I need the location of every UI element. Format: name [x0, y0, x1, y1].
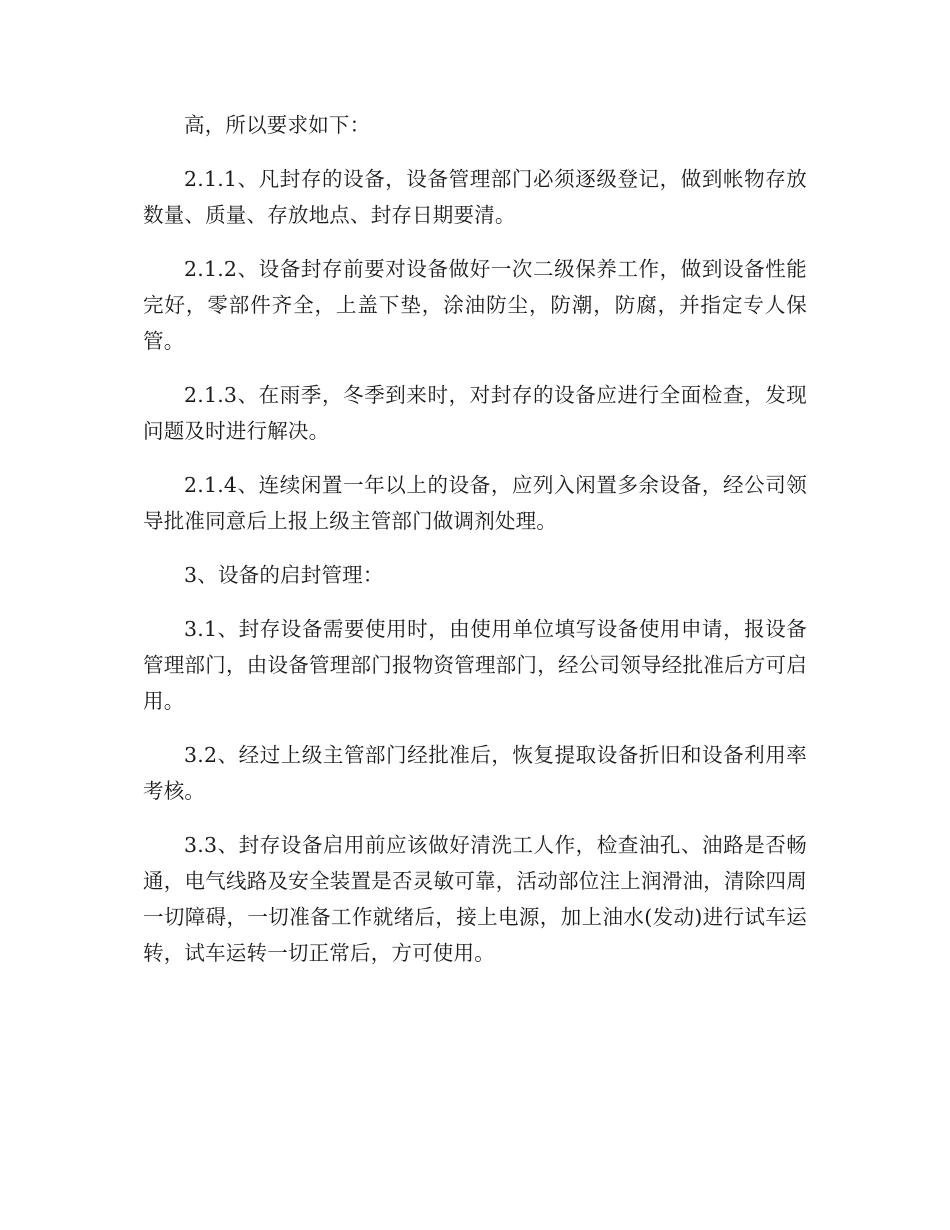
paragraph-2-1-2: 2.1.2、设备封存前要对设备做好一次二级保养工作，做到设备性能完好，零部件齐全，上盖下垫，涂油防尘，防潮，防腐，并指定专人保管。 [143, 257, 807, 353]
section-heading-3: 3、设备的启封管理： [184, 563, 384, 587]
paragraph-3-2: 3.2、经过上级主管部门经批准后，恢复提取设备折旧和设备利用率考核。 [143, 743, 807, 803]
paragraph-3-1: 3.1、封存设备需要使用时，由使用单位填写设备使用申请，报设备管理部门，由设备管理部门报物资管理部门，经公司领导经批准后方可启用。 [143, 617, 807, 713]
paragraph-2-1-1: 2.1.1、凡封存的设备，设备管理部门必须逐级登记，做到帐物存放数量、质量、存放地点、封存日期要清。 [143, 167, 807, 227]
paragraph-2-1-4: 2.1.4、连续闲置一年以上的设备，应列入闲置多余设备，经公司领导批准同意后上报上级主管部门做调剂处理。 [143, 473, 807, 533]
paragraph-2-1-3: 2.1.3、在雨季，冬季到来时，对封存的设备应进行全面检查，发现问题及时进行解决。 [143, 383, 807, 443]
paragraph-3-3: 3.3、封存设备启用前应该做好清洗工人作，检查油孔、油路是否畅通，电气线路及安全装置是否灵敏可靠，活动部位注上润滑油，清除四周一切障碍，一切准备工作就绪后，接上电源，加上油水(发动)进行试车运转，试车运转一切正常后，方可使用。 [143, 833, 807, 965]
document-body [143, 107, 807, 989]
paragraph-intro: 高，所以要求如下： [184, 113, 371, 137]
